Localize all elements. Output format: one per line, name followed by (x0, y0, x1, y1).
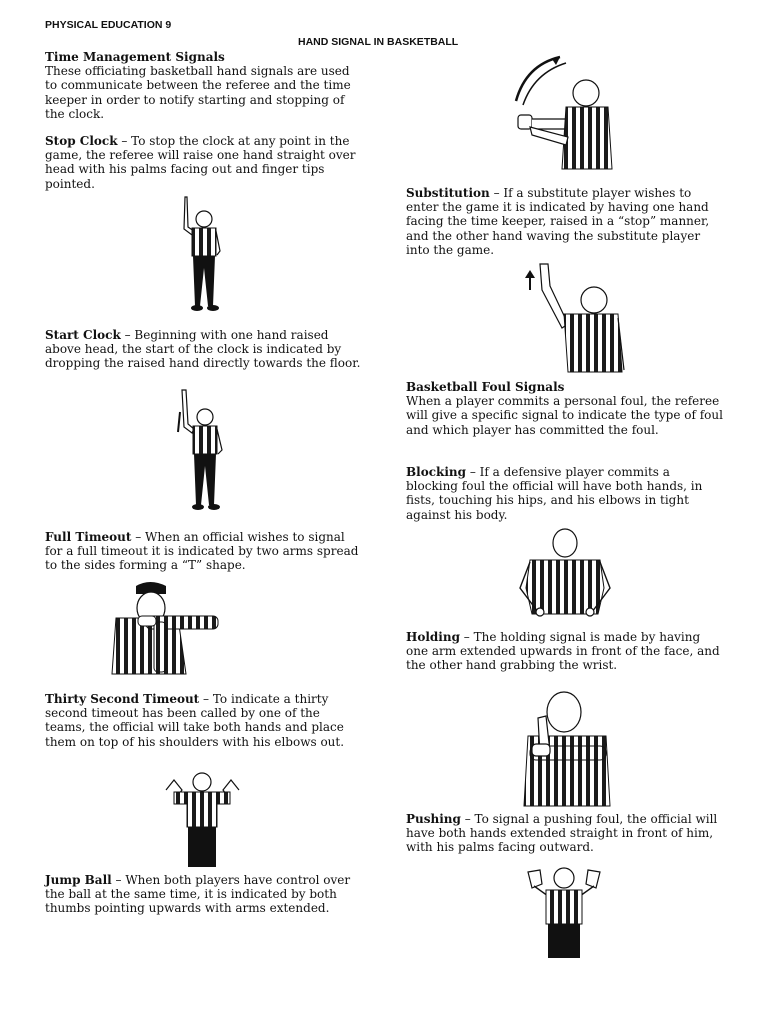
stop-clock-section (45, 134, 363, 191)
substitution-title: Substitution (406, 186, 490, 200)
full-timeout-title: Full Timeout (45, 530, 132, 544)
full-timeout-section (45, 530, 363, 573)
substitution-figure (508, 55, 618, 173)
jump-ball-text: – When both players have control over the ball at the same time, it is indicated by both thumbs pointing upwards with arms extended. (45, 873, 351, 916)
holding-text: – The holding signal is made by having one arm extended upwards in front of the face, and the other hand grabbing the wrist. (406, 630, 720, 673)
foul-signals-section (406, 380, 726, 437)
time-management-section (45, 50, 365, 121)
holding-title: Holding (406, 630, 460, 644)
jump-ball-title: Jump Ball (45, 873, 112, 887)
jump-ball-section (45, 873, 363, 916)
pushing-text: – To signal a pushing foul, the official will have both hands extended straight in front of him, with his palms facing outward. (406, 812, 718, 855)
start-clock-text: – Beginning with one hand raised above head, the start of the clock is indicated by dropping the raised hand directly towards the floor. (45, 328, 361, 371)
time-management-text: These officiating basketball hand signals are used to communicate between the referee and the time keeper in order to notify starting and stopping of the clock. (45, 64, 351, 121)
blocking-section (406, 465, 724, 522)
holding-figure (522, 690, 614, 808)
thirty-second-figure (160, 770, 245, 870)
substitution-stop-figure (522, 262, 630, 374)
stop-clock-title: Stop Clock (45, 134, 118, 148)
pushing-figure (526, 866, 602, 960)
start-clock-section (45, 328, 363, 371)
time-management-title: Time Management Signals (45, 50, 225, 64)
pushing-title: Pushing (406, 812, 461, 826)
thirty-second-title: Thirty Second Timeout (45, 692, 200, 706)
thirty-second-section (45, 692, 363, 749)
stop-clock-figure (175, 193, 235, 315)
course-header: PHYSICAL EDUCATION 9 (45, 19, 172, 31)
blocking-figure (516, 528, 614, 624)
substitution-text: – If a substitute player wishes to enter the game it is indicated by having one hand facing the time keeper, raised in a “stop” manner, and the other hand waving the substitute player into the game. (406, 186, 710, 257)
stop-clock-text: – To stop the clock at any point in the game, the referee will raise one hand straight over head with his palms facing out and finger tips pointed. (45, 134, 356, 191)
foul-signals-text: When a player commits a personal foul, the referee will give a specific signal to indicate the type of foul and which player has committed the foul. (406, 394, 723, 437)
start-clock-figure (175, 388, 235, 513)
foul-signals-title: Basketball Foul Signals (406, 380, 565, 394)
blocking-title: Blocking (406, 465, 466, 479)
pushing-section (406, 812, 724, 855)
page-title: HAND SIGNAL IN BASKETBALL (298, 36, 459, 48)
thirty-second-text: – To indicate a thirty second timeout has been called by one of the teams, the official will take both hands and place them on top of his shoulders with his elbows out. (45, 692, 345, 749)
start-clock-title: Start Clock (45, 328, 121, 342)
blocking-text: – If a defensive player commits a blocking foul the official will have both hands, in fists, touching his hips, and his elbows in tight against his body. (406, 465, 703, 522)
full-timeout-figure (108, 578, 223, 678)
holding-section (406, 630, 724, 673)
full-timeout-text: – When an official wishes to signal for a full timeout it is indicated by two arms spread to the sides forming a “T” shape. (45, 530, 359, 573)
substitution-section (406, 186, 724, 257)
